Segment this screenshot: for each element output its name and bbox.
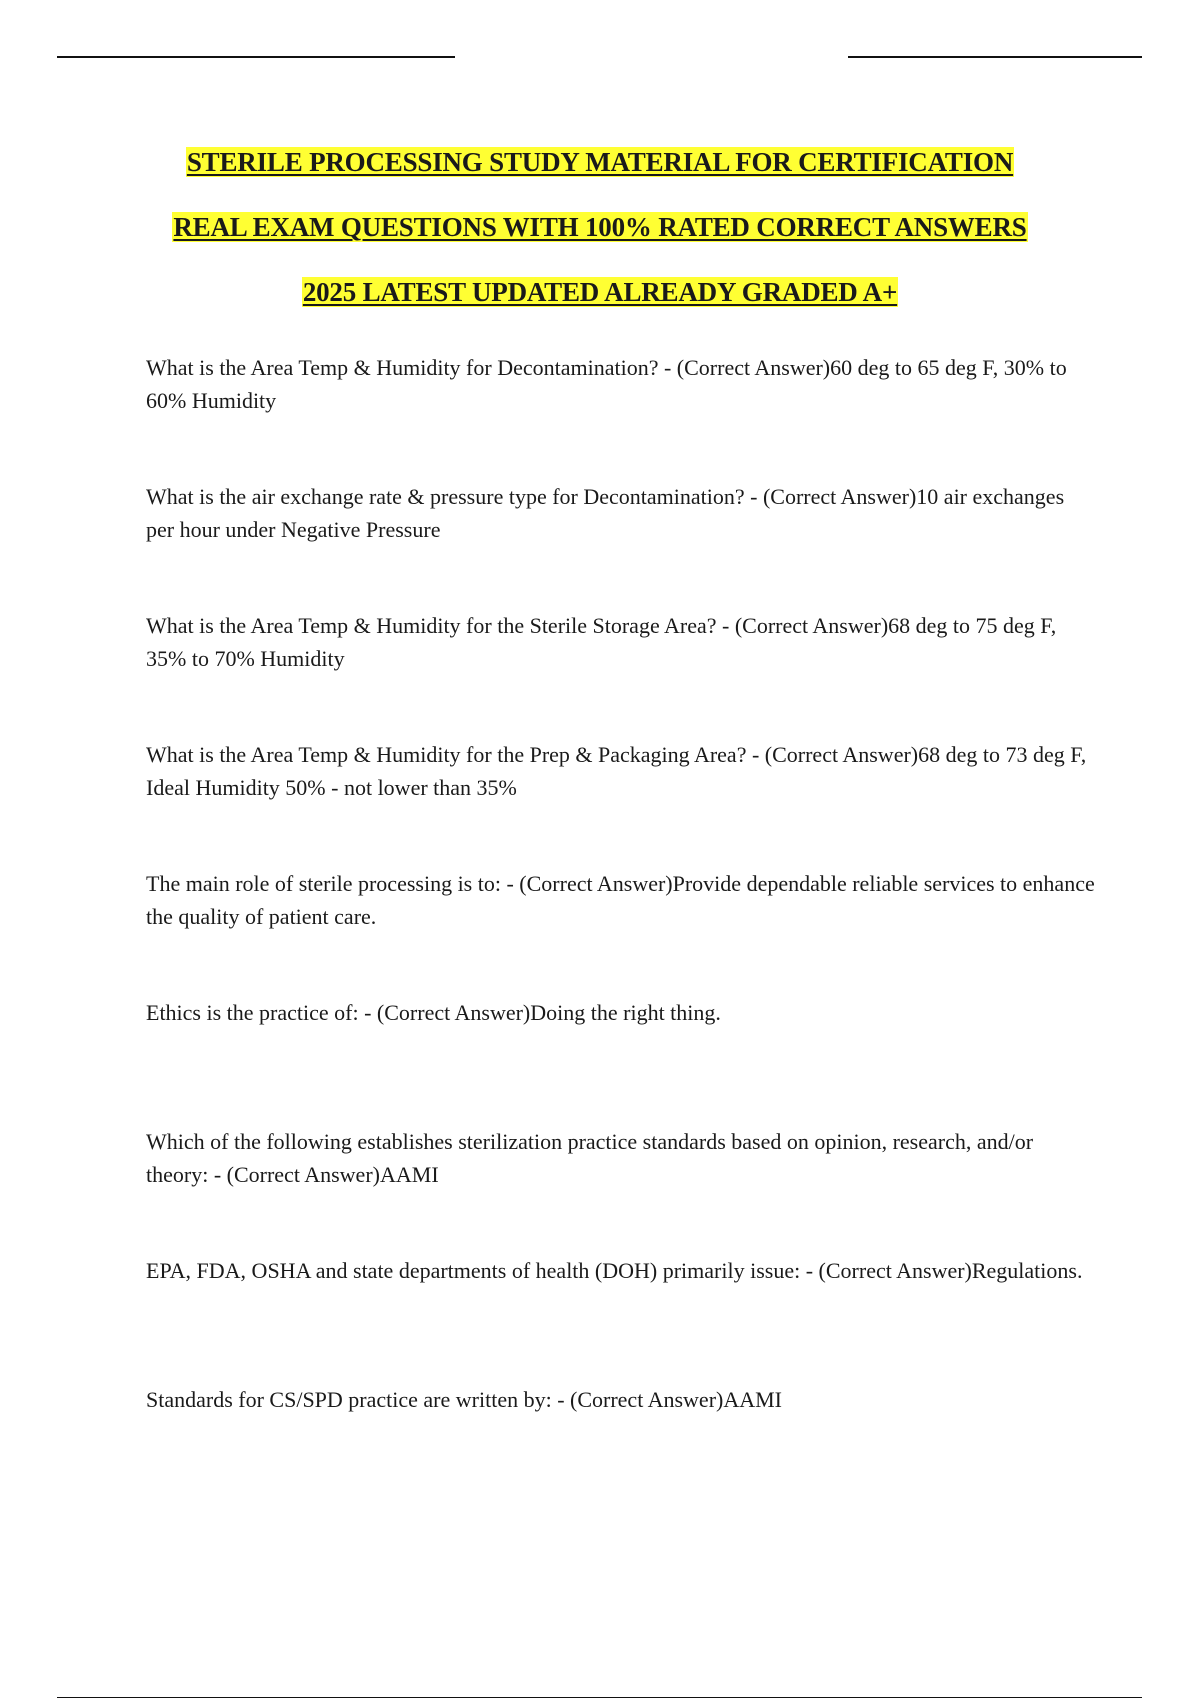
title-line-2: REAL EXAM QUESTIONS WITH 100% RATED CORRECT ANSWERS	[173, 212, 1027, 242]
qa-item-7: Which of the following establishes sterilization practice standards based on opinion, research, and/or theory: - (Correct Answer)AAMI	[146, 1129, 1034, 1187]
title-line-1: STERILE PROCESSING STUDY MATERIAL FOR CERTIFICATION	[186, 147, 1014, 177]
qa-item-6: Ethics is the practice of: - (Correct Answer)Doing the right thing.	[146, 1000, 721, 1025]
title-line-3: 2025 LATEST UPDATED ALREADY GRADED A+	[302, 277, 898, 307]
question-answer-list	[146, 352, 1096, 1513]
qa-item-4: What is the Area Temp & Humidity for the Prep & Packaging Area? - (Correct Answer)68 deg to 73 deg F, Ideal Humidity 50% - not lower than 35%	[146, 742, 1087, 800]
qa-item-9: Standards for CS/SPD practice are written by: - (Correct Answer)AAMI	[146, 1387, 783, 1412]
qa-item-2: What is the air exchange rate & pressure type for Decontamination? - (Correct Answer)10 air exchanges per hour under Negative Pressure	[146, 484, 1065, 542]
qa-item-8: EPA, FDA, OSHA and state departments of health (DOH) primarily issue: - (Correct Answer)Regulations.	[146, 1258, 1083, 1283]
document-title	[0, 142, 1200, 337]
qa-item-5: The main role of sterile processing is to: - (Correct Answer)Provide dependable reliable services to enhance the quality of patient care.	[146, 871, 1095, 929]
qa-item-1: What is the Area Temp & Humidity for Decontamination? - (Correct Answer)60 deg to 65 deg F, 30% to 60% Humidity	[146, 355, 1067, 413]
header-rule-left	[57, 56, 455, 58]
qa-item-3: What is the Area Temp & Humidity for the Sterile Storage Area? - (Correct Answer)68 deg to 75 deg F, 35% to 70% Humidity	[146, 613, 1057, 671]
header-rule-right	[848, 56, 1142, 58]
footer-rule	[57, 1697, 1142, 1698]
